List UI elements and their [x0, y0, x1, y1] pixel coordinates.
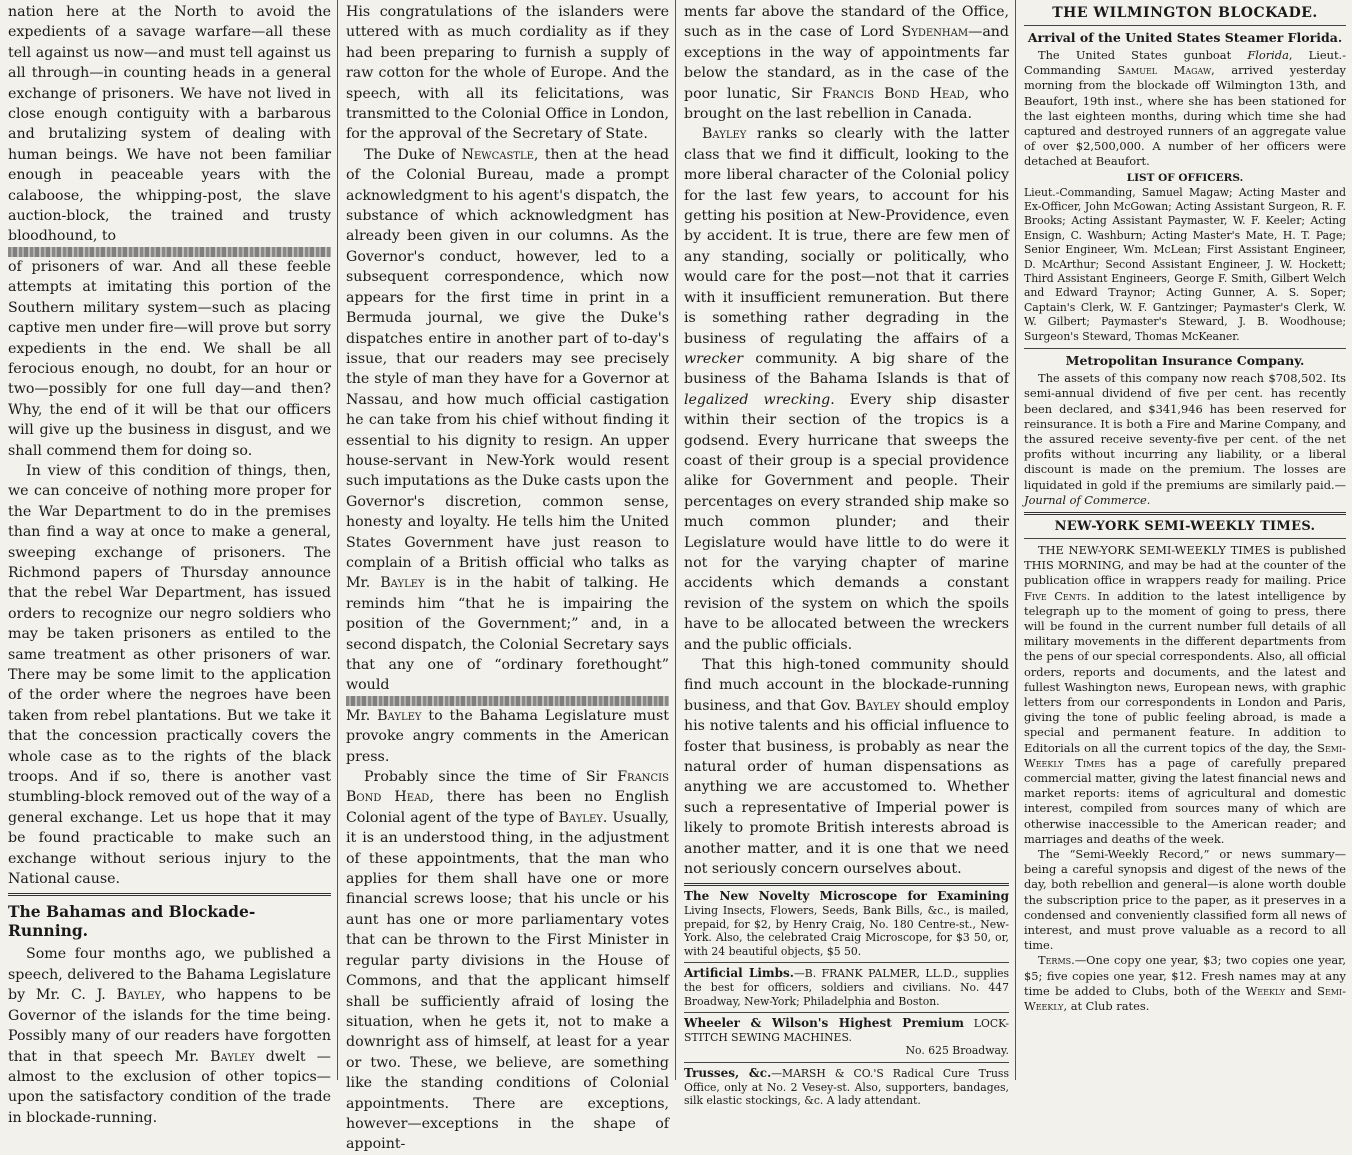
text-span: Some four months ago, we published a speech, delivered to the Bahama Legislature by Mr. C. J. — [8, 946, 331, 1004]
text-span: THE NEW-YORK SEMI-WEEKLY TIMES is published THIS MORNING, and may be had at the counter of the publication office in wrappers ready for mailing. Price — [1024, 542, 1346, 588]
text-span: , there has been no English Colonial agent of the type of — [346, 789, 669, 826]
ad-divider — [684, 962, 1009, 963]
col4-paragraph-times — [1024, 543, 1346, 847]
ad-sewing-machines — [684, 1017, 1009, 1058]
name-bayley: Bayley — [210, 1048, 255, 1065]
column-1 — [0, 0, 338, 1126]
text-span: community. A big share of the business of the Bahama Islands is that of — [684, 350, 1009, 388]
name-francis-bond-head: Francis Bond Head — [822, 85, 965, 102]
text-span: —and exceptions in the way of appointments far below the standard, as in the case of the poor lunatic, Sir — [684, 24, 1009, 102]
ad-divider — [684, 1062, 1009, 1063]
text-span: . In addition to the latest intelligence by telegraph up to the moment of going to press, there will be found in the current number full details of all military movements in the different departments from the pens of our special correspondents. Also, all official orders, reports and documents, and the latest and fullest Washington news, European news, with graphic letters from our correspondents in London and Paris, giving the tone of public feeling abroad, is made a special and permanent feature. In addition to Editorials on all the current topics of the day, the — [1024, 588, 1346, 755]
text-span: .—One copy one year, $3; two copies one year, $5; five copies one year, $12. Fresh names may at any time be added to Clubs, both of the — [1024, 953, 1346, 998]
column-3 — [676, 0, 1016, 1108]
ad-body: —MARSH & CO.'S Radical Cure Truss Office, only at No. 2 Vesey-st. Also, supporters, bandages, silk elastic stockings, &c. A lady attendant. — [684, 1067, 1009, 1108]
name-bayley: Bayley — [377, 707, 422, 724]
text-span: and — [1290, 983, 1312, 998]
source-citation: Journal of Commerce. — [1024, 492, 1151, 507]
col1-paragraph-2: of prisoners of war. And all these feeble attempts at imitating this portion of the Southern military system—such as placing captive men under fire—will prove but sorry expedients in the end. We shall be all ferocious enough, no doubt, for an hour or two—possibly for one full day—and then? Why, the end of it will be that our officers will give up the business in disgust, and we shall commend them for doing so. — [8, 258, 331, 459]
ad-body: LOCK-STITCH SEWING MACHINES. — [684, 1017, 1010, 1044]
smudged-line — [8, 247, 331, 257]
text-span: . Usually, it is an understood thing, in the adjustment of these appointments, that the man who applies for them shall have one or more financial screws loose; that his uncle or his aunt has one or more parliamentary votes that can be thrown to the First Minister in regular party divisions in the House of Commons, and that the applicant himself shall be sufficiently afraid of losing the situation, when he gets it, not to make a downright ass of himself, at least for a year or two. These, we believe, are something like the standing conditions of Colonial appointments. There are exceptions, however—exceptions in the shape of appoint- — [346, 809, 669, 1153]
section-divider — [1024, 512, 1346, 515]
name-sydenham: Sydenham — [901, 24, 969, 41]
ad-trusses — [684, 1067, 1009, 1108]
col3-paragraph-2 — [684, 124, 1009, 655]
heading-metropolitan-insurance: Metropolitan Insurance Company. — [1065, 353, 1305, 369]
heading-wilmington-blockade: THE WILMINGTON BLOCKADE. — [1052, 5, 1318, 21]
ad-title: Artificial Limbs. — [684, 966, 794, 981]
article-heading-bahamas: The Bahamas and Blockade-Running. — [8, 902, 256, 941]
text-span: ranks so clearly with the latter class that we find it difficult, looking to the more liberal character of the Colonial policy for the last few years, to account for his getting his position at New-Providence, even by accident. It is true, there are few men of any standing, socially or politically, who would care for the post—not that it carries with it insufficient remuneration. But there is something rather degrading in the business of regulating the affairs of a — [684, 126, 1009, 347]
paper-name: Semi-Weekly — [1024, 983, 1346, 1014]
section-divider — [684, 883, 1009, 886]
paper-name: Semi-Weekly Times — [1024, 740, 1346, 770]
ad-artificial-limbs — [684, 967, 1009, 1008]
paper-name: Weekly — [1245, 983, 1286, 998]
text-span: , then at the head of the Colonial Bureau, made a prompt acknowledgment to his agent's dispatch, the substance of which acknowledgment has already been given in our columns. As the Governor's conduct, however, led to a subsequent correspondence, which now appears for the first time in print in a Bermuda journal, we give the Duke's dispatches entire in another part of to-day's issue, that our readers may see precisely the style of man they have for a Governor at Nassau, and how much official castigation he can take from his chief without finding it essential to his dignity to resign. An upper house-servant in New-York would resent such imputations as the Duke casts upon the Governor's discretion, common sense, honesty and loyalty. He tells him the United States Government have just reason to complain of a British official who talks as Mr. — [346, 146, 669, 592]
col1-paragraph-3: In view of this condition of things, then, we can conceive of nothing more proper for the War Department to do in the premises than find a way at once to make a general, sweeping exchange of prisoners. The Richmond papers of Thursday announce that the rebel War Department, has issued orders to recognize our negro soldiers who may be taken prisoners as entiled to the same treatment as other prisoners of war. There may be some limit to the application of the order where the negroes have been taken from rebel plantations. But we take it that the concession practically covers the whole case as to the rights of the black troops. And if so, there is another vast stumbling-block removed out of the way of a general exchange. Let us hope that it may be found practicable to make such an exchange without serious injury to the National cause. — [8, 462, 331, 888]
col4-paragraph-insurance — [1024, 371, 1346, 508]
text-span: The Duke of — [364, 146, 456, 163]
name-newcastle: Newcastle — [461, 146, 534, 163]
smudged-line — [346, 696, 669, 706]
text-span: dwelt — almost to the exclusion of other topics—upon the satisfactory condition of the trade in blockade-running. — [8, 1048, 331, 1126]
subheading-florida: Arrival of the United States Steamer Florida. — [1027, 30, 1343, 45]
heading-semi-weekly-times: NEW-YORK SEMI-WEEKLY TIMES. — [1054, 518, 1316, 534]
text-span: , who brought on the last rebellion in Canada. — [684, 85, 1010, 123]
name-bayley: Bayley — [855, 697, 900, 714]
col4-paragraph-terms — [1024, 953, 1346, 1014]
officers-list: Lieut.-Commanding, Samuel Magaw; Acting Master and Ex-Officer, John McGowan; Acting Assistant Surgeon, R. F. Brooks; Acting Assistant Paymaster, W. F. Keeler; Acting Ensign, C. Washburn; Acting Master's Mate, H. T. Page; Senior Engineer, Wm. McLean; First Assistant Engineer, D. McArthur; Second Assistant Engineer, J. W. Hockett; Third Assistant Engineers, George F. Smith, Gilbert Welch and Edward Traynor; Acting Gunner, A. S. Soper; Captain's Clerk, W. F. Gantzinger; Paymaster's Clerk, W. W. Gilbert; Paymaster's Steward, J. B. Woodhouse; Surgeon's Steward, Thomas McKeaner. — [1024, 185, 1346, 343]
name-samuel-magaw: Samuel Magaw — [1117, 63, 1212, 78]
name-bayley: Bayley — [380, 575, 425, 592]
section-divider — [1024, 348, 1346, 349]
heading-divider — [1024, 25, 1346, 26]
ad-title: Wheeler & Wilson's Highest Premium — [684, 1016, 964, 1031]
col3-paragraph-3 — [684, 655, 1009, 879]
text-span: to the Bahama Legislature must provoke angry comments in the American press. — [346, 707, 669, 765]
text-span: , arrived yesterday morning from the blockade off Wilmington 13th, and Beaufort, 19th inst., where she has been stationed for the last eighteen months, during which time she had captured and destroyed runners of an aggregate value of over $2,500,000. A number of her officers were detached at Beaufort. — [1024, 63, 1346, 169]
col2-paragraph-2 — [346, 145, 669, 696]
column-2 — [338, 0, 676, 1153]
text-span: , Lieut.-Commanding — [1024, 48, 1346, 78]
ad-body: Living Insects, Flowers, Seeds, Bank Bills, &c., is mailed, prepaid, for $2, by Henry Craig, No. 180 Centre-st., New-York. Also, the celebrated Craig Microscope, for $3 50, or, with 24 beautiful objects, $5 50. — [684, 904, 1009, 958]
price: Five Cents — [1024, 588, 1087, 603]
col1-paragraph-4 — [8, 944, 331, 1128]
ad-divider — [684, 1012, 1009, 1013]
column-4 — [1016, 0, 1352, 1080]
emphasis-wrecker: wrecker — [684, 350, 744, 367]
ad-title: Trusses, &c. — [684, 1066, 772, 1080]
text-span: Probably since the time of Sir — [364, 769, 607, 786]
text-span: The United States gunboat — [1038, 48, 1232, 62]
name-bayley: Bayley — [702, 126, 747, 143]
heading-divider — [1024, 538, 1346, 539]
col2-paragraph-4 — [346, 767, 669, 1155]
text-span: has a page of carefully prepared commercial matter, giving the latest financial news and market reports: items of agricultural and domestic interest, compiled from sources many of which are otherwise inaccessible to the American reader; and marriages and deaths of the week. — [1024, 755, 1346, 846]
text-span: is in the habit of talking. He reminds him “that he is impairing the position of the Government;” and, in a second dispatch, the Colonial Secretary says that any one of “ordinary forethought” would — [346, 575, 670, 694]
text-span: ments far above the standard of the Office, such as in the case of Lord — [684, 4, 1009, 41]
text-span: , who happens to be Governor of the islands for the time being. Possibly many of our readers have forgotten that in that speech Mr. — [8, 987, 332, 1065]
text-span: That this high-toned community should find much account in the blockade-running business, and that Gov. — [684, 657, 1009, 714]
col4-paragraph-florida — [1024, 48, 1346, 170]
name-francis-bond-head: Francis Bond Head — [346, 769, 669, 806]
text-span: . Every ship disaster within their section of the tropics is a godsend. Every hurricane that sweeps the coast of their group is a special providence alike for Government and people. Their percentages on every stranded ship make so much common plunder; and their Legislature would have little to do were it not for the varying chapter of marine accidents which demands a constant revision of the system on which the spoils have to be allocated between the wreckers and the public officials. — [684, 391, 1009, 653]
col3-paragraph-1 — [684, 2, 1009, 124]
section-divider — [8, 893, 331, 896]
ad-address: No. 625 Broadway. — [905, 1044, 1009, 1058]
ship-name: Florida — [1247, 48, 1289, 62]
name-bayley: Bayley — [116, 987, 162, 1004]
name-bayley: Bayley — [558, 809, 603, 826]
ad-microscope — [684, 890, 1009, 958]
col2-paragraph-1: His congratulations of the islanders were uttered with as much cordiality as if they had been preparing to furnish a supply of raw cotton for the whole of Europe. And the speech, with all its felicitations, was transmitted to the Colonial Office in London, for the approval of the Secretary of State. — [346, 4, 669, 143]
terms-label: Terms — [1038, 953, 1072, 968]
ad-body: —B. FRANK PALMER, LL.D., supplies the best for officers, soldiers and civilians. No. 447 Broadway, New-York; Philadelphia and Boston. — [684, 967, 1010, 1008]
officers-heading: LIST OF OFFICERS. — [1126, 171, 1244, 184]
text-span: , at Club rates. — [1063, 999, 1150, 1014]
text-span: The assets of this company now reach $708,502. Its semi-annual dividend of five per cent. has recently been declared, and $341,946 has been reserved for reinsurance. It is both a Fire and Marine Company, and the assured receive seventy-five per cent. of the net profits without incurring any liability, or a liberal discount is made on the premium. The losses are liquidated in gold if the premiums are similarly paid.— — [1024, 371, 1346, 492]
col4-paragraph-record: The “Semi-Weekly Record,” or news summary—being a careful synopsis and digest of the news of the day, both rebellion and general—is alone worth double the subscription price to the paper, as it preserves in a condensed and conveniently classified form all news of interest, and must prove valuable as a record to all time. — [1024, 846, 1346, 953]
ad-title: The New Novelty Microscope for Examining — [684, 889, 1009, 904]
text-span: Mr. — [346, 707, 371, 724]
emphasis-legalized-wrecking: legalized wrecking — [684, 391, 831, 408]
text-span: should employ his notive talents and his official influence to foster that business, is probably as near the natural order of human dispensations as anything we are accustomed to. Whether such a representative of Imperial power is likely to promote British interests abroad is another matter, and it is one that we need not seriously concern ourselves about. — [684, 697, 1009, 878]
col1-paragraph-1: nation here at the North to avoid the expedients of a savage warfare—all these tell against us now—and must tell against us all through—in counting heads in a general exchange of prisoners. We have not lived in close enough contiguity with a barbarous and brutalizing system of dealing with human beings. We have not been familiar enough in peaceable years with the calaboose, the whipping-post, the slave auction-block, the trained and trusty bloodhound, to — [8, 4, 331, 245]
col2-paragraph-3 — [346, 706, 669, 767]
